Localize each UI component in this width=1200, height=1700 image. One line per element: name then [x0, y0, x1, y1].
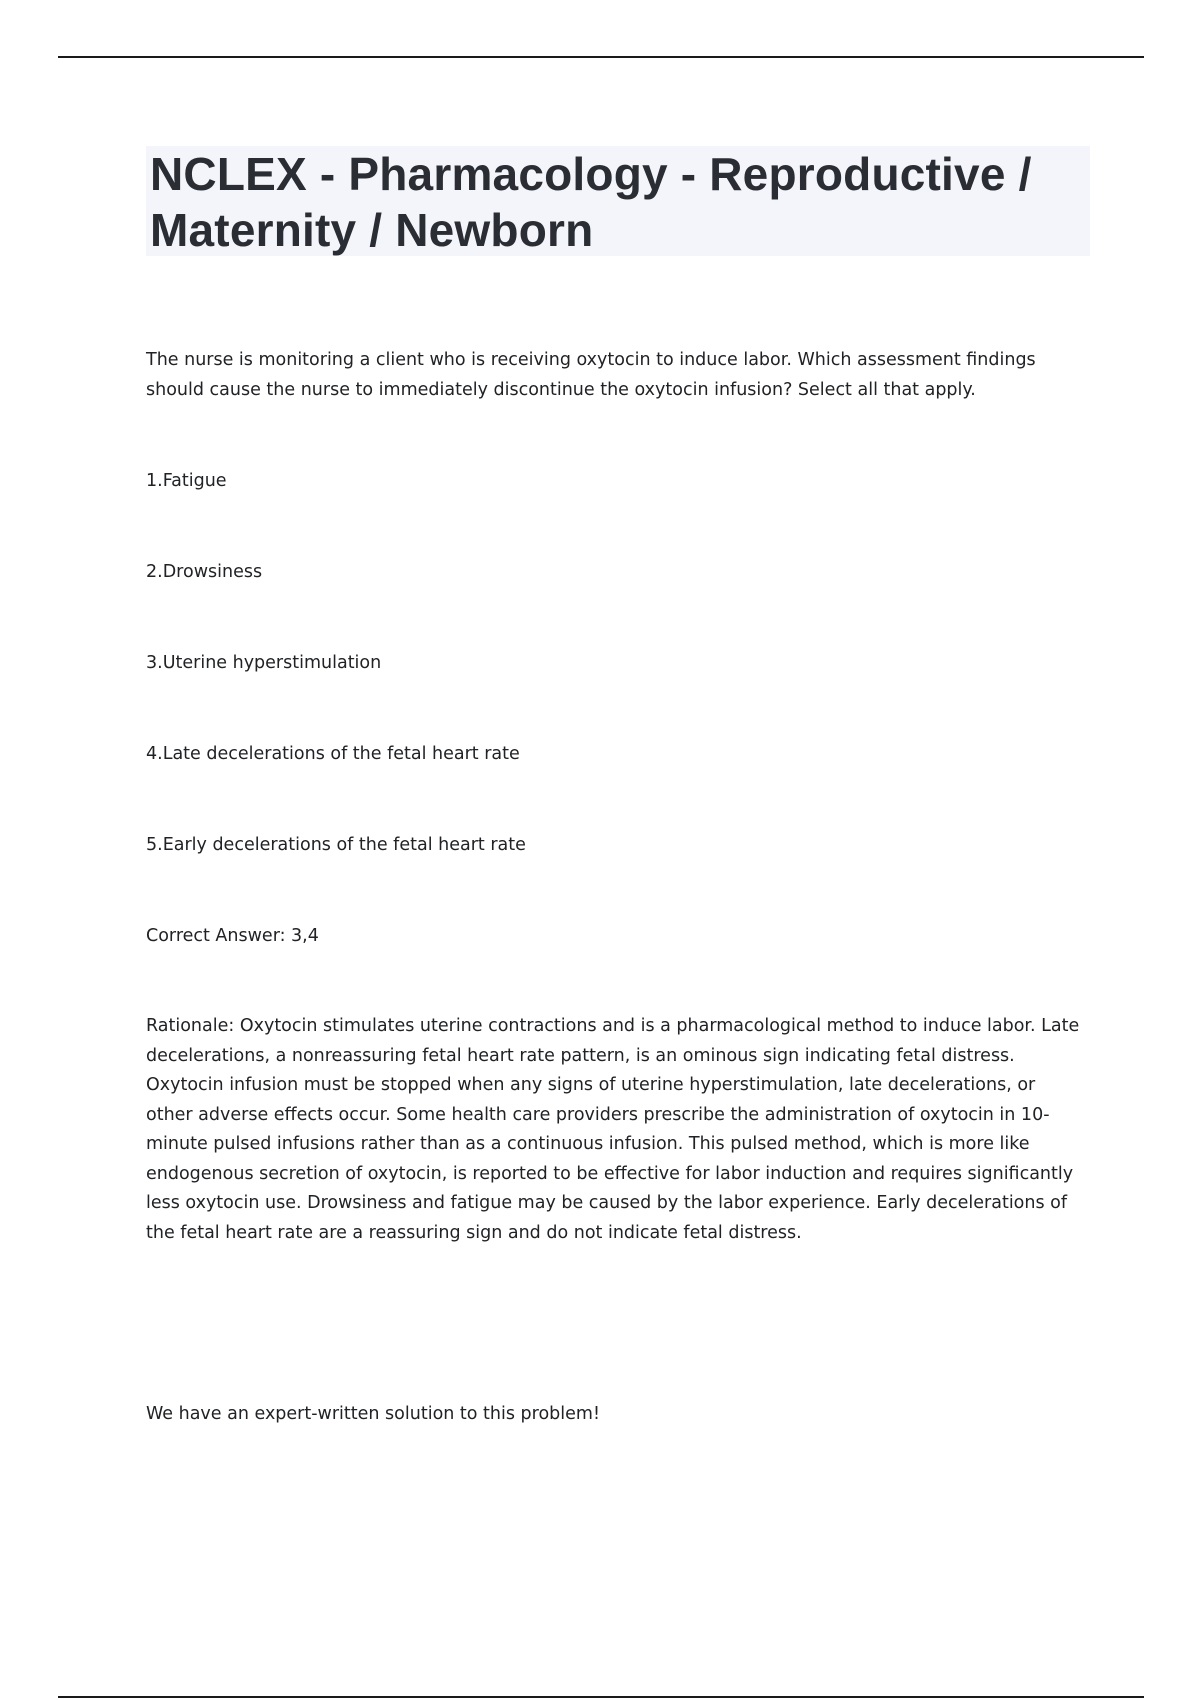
option-2: 2.Drowsiness	[146, 562, 263, 582]
expert-solution-text: We have an expert-written solution to this problem!	[146, 1404, 600, 1424]
option-3: 3.Uterine hyperstimulation	[146, 653, 382, 673]
option-4: 4.Late decelerations of the fetal heart rate	[146, 744, 520, 764]
bottom-divider	[58, 1696, 1144, 1698]
option-1: 1.Fatigue	[146, 471, 227, 491]
page-title: NCLEX - Pharmacology - Reproductive / Maternity / Newborn	[150, 148, 1032, 256]
rationale-text: Rationale: Oxytocin stimulates uterine contractions and is a pharmacological method to induce labor. Late decelerations, a nonreassuring fetal heart rate pattern, is an ominous sign indicating fetal distress. Oxytocin infusion must be stopped when any signs of uterine hyperstimulation, late decelerations, or other adverse effects occur. Some health care providers prescribe the administration of oxytocin in 10-minute pulsed infusions rather than as a continuous infusion. This pulsed method, which is more like endogenous secretion of oxytocin, is reported to be effective for labor induction and requires significantly less oxytocin use. Drowsiness and fatigue may be caused by the labor experience. Early decelerations of the fetal heart rate are a reassuring sign and do not indicate fetal distress.	[146, 1016, 1080, 1243]
correct-answer: Correct Answer: 3,4	[146, 926, 319, 946]
title-block	[146, 146, 1090, 256]
question-text: The nurse is monitoring a client who is receiving oxytocin to induce labor. Which assessment findings should cause the nurse to immediately discontinue the oxytocin infusion? Select all that apply.	[146, 350, 1036, 400]
option-5: 5.Early decelerations of the fetal heart rate	[146, 835, 526, 855]
top-divider	[58, 56, 1144, 58]
